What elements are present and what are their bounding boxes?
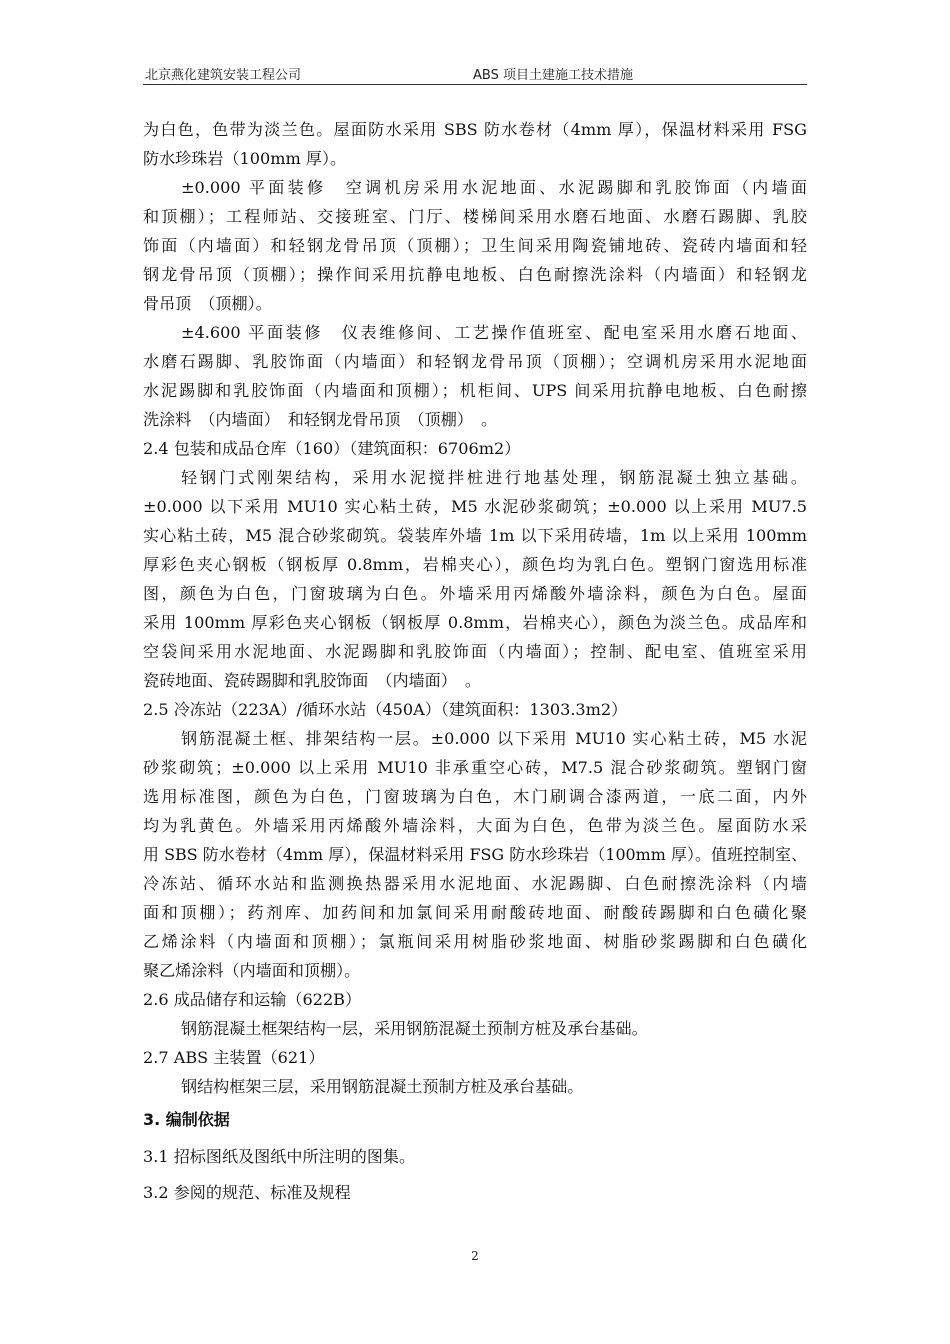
text-line: 轻钢门式刚架结构，采用水泥搅拌桩进行地基处理，钢筋混凝土独立基础。 [181,468,807,487]
text-line: 防水珍珠岩（100mm 厚）。 [143,149,347,168]
text-line: 钢龙骨吊顶（顶棚）；操作间采用抗静电地板、白色耐擦洗涂料（内墙面）和轻钢龙 [143,265,807,284]
section-heading: 2.7 ABS 主装置（621） [143,1048,325,1067]
header-title: ABS 项目土建施工技术措施 [473,68,633,83]
text-line: ±0.000 以下采用 MU10 实心粘土砖，M5 水泥砂浆砌筑；±0.000 以上采用 MU7.5 [143,497,807,516]
text-line: 空袋间采用水泥地面、水泥踢脚和乳胶饰面（内墙面）；控制、配电室、值班室采用 [143,642,807,661]
chapter-heading: 3. 编制依据 [143,1110,230,1129]
section-heading: 2.4 包装和成品仓库（160）（建筑面积：6706m2） [143,439,521,458]
text-line: 钢结构框架三层，采用钢筋混凝土预制方桩及承台基础。 [181,1077,584,1096]
document-body [143,115,807,1211]
text-line: 厚彩色夹心钢板（钢板厚 0.8mm，岩棉夹心），颜色均为乳白色。塑钢门窗选用标准 [143,555,807,574]
text-line: 钢筋混凝土框架结构一层，采用钢筋混凝土预制方桩及承台基础。 [181,1019,648,1038]
text-line: 实心粘土砖，M5 混合砂浆砌筑。袋装库外墙 1m 以下采用砖墙，1m 以上采用 100mm [143,526,807,545]
text-line: 3.2 参阅的规范、标准及规程 [143,1183,351,1202]
text-line: 砂浆砌筑；±0.000 以上采用 MU10 非承重空心砖，M7.5 混合砂浆砌筑。塑钢门窗 [143,758,807,777]
text-line: 瓷砖地面、瓷砖踢脚和乳胶饰面 （内墙面） 。 [143,671,481,690]
text-line: 采用 100mm 厚彩色夹心钢板（钢板厚 0.8mm，岩棉夹心），颜色为淡兰色。成品库和 [143,613,807,632]
text-line: 洗涂料 （内墙面） 和轻钢龙骨吊顶 （顶棚） 。 [143,410,498,429]
section-heading: 2.6 成品储存和运输（622B） [143,990,362,1009]
text-line: 钢筋混凝土框、排架结构一层。±0.000 以下采用 MU10 实心粘土砖，M5 水泥 [181,729,807,748]
text-line: ±4.600 平面装修 仪表维修间、工艺操作值班室、配电室采用水磨石地面、 [181,323,807,342]
text-line: 聚乙烯涂料（内墙面和顶棚）。 [143,961,361,980]
text-line: 为白色，色带为淡兰色。屋面防水采用 SBS 防水卷材（4mm 厚），保温材料采用 FSG [143,120,807,139]
text-line: 饰面（内墙面）和轻钢龙骨吊顶（顶棚）；卫生间采用陶瓷铺地砖、瓷砖内墙面和轻 [143,236,807,255]
section-heading: 2.5 冷冻站（223A）/循环水站（450A）（建筑面积：1303.3m2） [143,700,628,719]
header-rule [143,84,807,85]
text-line: ±0.000 平面装修 空调机房采用水泥地面、水泥踢脚和乳胶饰面（内墙面 [181,178,807,197]
text-line: 乙烯涂料（内墙面和顶棚）；氯瓶间采用树脂砂浆地面、树脂砂浆踢脚和白色磺化 [143,932,807,951]
text-line: 水泥踢脚和乳胶饰面（内墙面和顶棚）；机柜间、UPS 间采用抗静电地板、白色耐擦 [143,381,807,400]
text-line: 冷冻站、循环水站和监测换热器采用水泥地面、水泥踢脚、白色耐擦洗涂料（内墙 [143,874,807,893]
text-line: 用 SBS 防水卷材（4mm 厚），保温材料采用 FSG 防水珍珠岩（100mm 厚）。值班控制室、 [143,845,807,864]
text-line: 骨吊顶 （顶棚）。 [143,294,272,313]
text-line: 选用标准图，颜色为白色，门窗玻璃为白色，木门刷调合漆两道，一底二面，内外 [143,787,807,806]
text-line: 水磨石踢脚、乳胶饰面（内墙面）和轻钢龙骨吊顶（顶棚）；空调机房采用水泥地面 [143,352,807,371]
text-line: 图，颜色为白色，门窗玻璃为白色。外墙采用丙烯酸外墙涂料，颜色为白色。屋面 [143,584,807,603]
text-line: 均为乳黄色。外墙采用丙烯酸外墙涂料，大面为白色，色带为淡兰色。屋面防水采 [143,816,807,835]
text-line: 3.1 招标图纸及图纸中所注明的图集。 [143,1147,416,1166]
text-line: 面和顶棚）；药剂库、加药间和加氯间采用耐酸砖地面、耐酸砖踢脚和白色磺化聚 [143,903,807,922]
page-number: 2 [471,1249,479,1263]
page-header [143,64,807,84]
text-line: 和顶棚）；工程师站、交接班室、门厅、楼梯间采用水磨石地面、水磨石踢脚、乳胶 [143,207,807,226]
header-company: 北京燕化建筑安装工程公司 [145,68,302,83]
